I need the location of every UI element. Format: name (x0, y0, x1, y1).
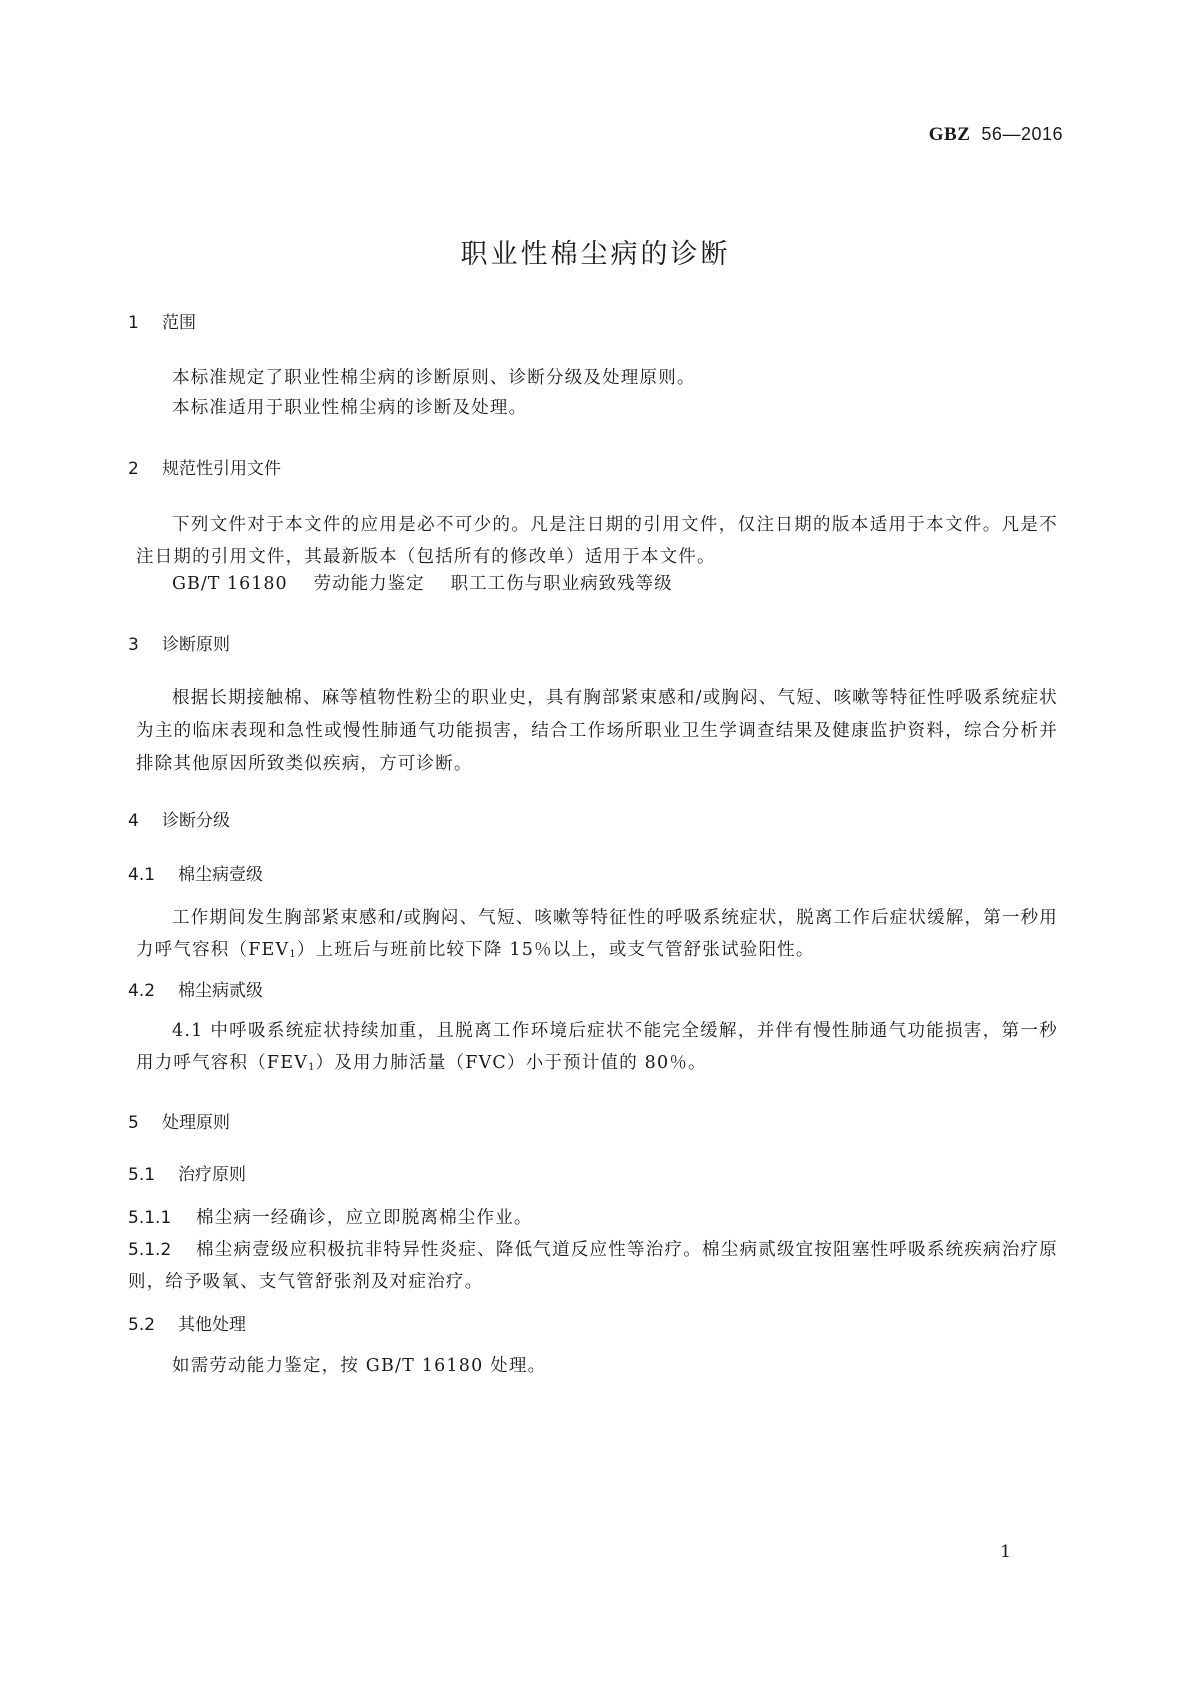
document-title: 职业性棉尘病的诊断 (460, 239, 731, 270)
standard-code (929, 124, 1063, 146)
subsection-number: 4.1 (128, 865, 156, 885)
subscript: 1 (308, 1062, 316, 1073)
section-title: 范围 (162, 313, 196, 333)
subsection-4-2-paragraph (136, 1015, 1058, 1084)
subsection-5-2-paragraph: 如需劳动能力鉴定，按 GB/T 16180 处理。 (172, 1356, 547, 1376)
subsection-4-1-paragraph (136, 902, 1058, 971)
text-segment: ）及用力肺活量（FVC）小于预计值的 80％。 (315, 1053, 707, 1073)
subsection-5-1-heading (128, 1160, 246, 1185)
clause-number: 5.1.1 (128, 1208, 172, 1228)
standard-code-number: 56—2016 (981, 124, 1063, 144)
clause-number: 5.1.2 (128, 1240, 172, 1260)
section-1-paragraph-1: 本标准规定了职业性棉尘病的诊断原则、诊断分级及处理原则。 (172, 368, 696, 388)
subscript: 1 (289, 949, 297, 960)
clause-text: 棉尘病一经确诊，应立即脱离棉尘作业。 (196, 1208, 533, 1228)
text-segment: ）上班后与班前比较下降 15％以上，或支气管舒张试验阳性。 (296, 940, 815, 960)
subsection-number: 5.1 (128, 1165, 156, 1185)
subsection-4-1-heading (128, 860, 263, 885)
section-3-paragraph-1: 根据长期接触棉、麻等植物性粉尘的职业史，具有胸部紧束感和/或胸闷、气短、咳嗽等特征性呼吸系统症状为主的临床表现和急性或慢性肺通气功能损害，结合工作场所职业卫生学调查结果及健康监护资料，综合分析并排除其他原因所致类似疾病，方可诊断。 (136, 688, 1058, 774)
subsection-title: 治疗原则 (178, 1165, 246, 1185)
subsection-number: 5.2 (128, 1315, 156, 1335)
section-title: 诊断原则 (162, 635, 230, 655)
subsection-title: 棉尘病壹级 (178, 865, 263, 885)
clause-5-1-1 (128, 1202, 1058, 1235)
section-3-heading (128, 630, 230, 655)
section-title: 规范性引用文件 (162, 459, 281, 479)
section-number: 5 (128, 1113, 139, 1133)
subsection-5-2-heading (128, 1310, 246, 1335)
page-number: 1 (1000, 1542, 1011, 1562)
section-5-heading (128, 1108, 230, 1133)
section-number: 4 (128, 811, 139, 831)
reference-title-part-1: 劳动能力鉴定 (313, 574, 425, 594)
section-title: 处理原则 (162, 1113, 230, 1133)
subsection-title: 棉尘病贰级 (178, 981, 263, 1001)
text-segment: 工作期间发生胸部紧束感和/或胸闷、气短、咳嗽等特征性的呼吸系统症状，脱离工作后症状缓解，第一秒用力呼气容积（FEV (136, 908, 1058, 960)
clause-5-1-2 (128, 1234, 1058, 1298)
subsection-4-2-heading (128, 976, 263, 1001)
section-title: 诊断分级 (162, 811, 230, 831)
reference-title-part-2: 职工工伤与职业病致残等级 (450, 574, 673, 594)
subsection-number: 4.2 (128, 981, 156, 1001)
section-number: 2 (128, 459, 139, 479)
section-2-heading (128, 454, 281, 479)
section-4-heading (128, 806, 230, 831)
section-number: 1 (128, 313, 139, 333)
section-number: 3 (128, 635, 139, 655)
section-2-paragraph-1: 下列文件对于本文件的应用是必不可少的。凡是注日期的引用文件，仅注日期的版本适用于本文件。凡是不注日期的引用文件，其最新版本（包括所有的修改单）适用于本文件。 (136, 515, 1058, 567)
standard-code-prefix: GBZ (928, 124, 971, 145)
subsection-title: 其他处理 (178, 1315, 246, 1335)
normative-reference (172, 570, 699, 595)
reference-code: GB/T 16180 (172, 574, 288, 594)
clause-text: 棉尘病壹级应积极抗非特异性炎症、降低气道反应性等治疗。棉尘病贰级宜按阻塞性呼吸系统疾病治疗原则，给予吸氧、支气管舒张剂及对症治疗。 (128, 1240, 1058, 1292)
section-1-heading (128, 308, 196, 333)
section-1-paragraph-2: 本标准适用于职业性棉尘病的诊断及处理。 (172, 398, 528, 418)
text-segment: 4.1 中呼吸系统症状持续加重，且脱离工作环境后症状不能完全缓解，并伴有慢性肺通气功能损害，第一秒用力呼气容积（FEV (136, 1021, 1058, 1073)
